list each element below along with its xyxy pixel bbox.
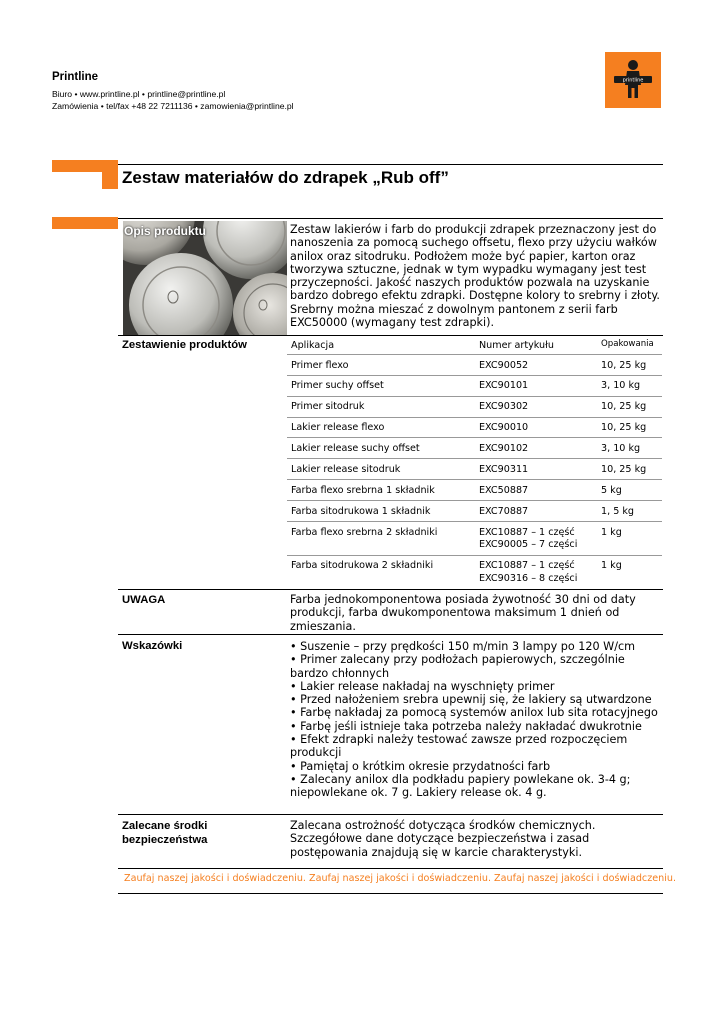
description-accent-bar [52, 217, 118, 229]
product-description: Zestaw lakierów i farb do produkcji zdrapek przeznaczony jest do nanoszenia za pomocą suchego offsetu, flexo przy użyciu wałków anilox oraz sitodruku. Podłożem może być papier, karton oraz tworzywa sztuczne, jednak w tym wypadku wymagany jest test przyczepności. Jakość naszych produktów pozwala na uzyskanie bardzo dobrego efektu zdrapki. Dostępne kolory to srebrny i złoty. Srebrny można mieszać z dowolnym pantonem z serii farb EXC50000 (wymagany test zdrapki). [290, 223, 660, 330]
title-accent-block [102, 160, 118, 189]
row-application: Lakier release suchy offset [291, 443, 420, 454]
footer-slogan: Zaufaj naszej jakości i doświadczeniu. Zaufaj naszej jakości i doświadczeniu. Zaufaj naszej jakości i doświadczeniu. [124, 873, 677, 884]
product-photo [123, 221, 287, 335]
logo-figure-icon [605, 52, 661, 108]
row-application: Lakier release sitodruk [291, 464, 401, 475]
table-row-divider [287, 458, 662, 459]
logo-text: printline [622, 77, 644, 84]
row-application: Lakier release flexo [291, 422, 385, 433]
safety-label-line2: bezpieczeństwa [122, 834, 208, 846]
row-packaging: 5 kg [601, 485, 622, 496]
warning-text: Farba jednokomponentowa posiada żywotność 30 dni od daty produkcji, farba dwukomponentowa maksimum 1 dnień od zmieszania. [290, 593, 636, 633]
table-row-divider [287, 375, 662, 376]
table-row-divider [287, 500, 662, 501]
row-article-number: EXC90102 [479, 443, 529, 454]
safety-top-rule [118, 814, 663, 815]
row-packaging: 10, 25 kg [601, 360, 647, 371]
tip-item: • Suszenie – przy prędkości 150 m/min 3 lampy po 120 W/cm [290, 640, 636, 653]
tip-item: • Zalecany anilox dla podkładu papiery powlekane ok. 3-4 g; niepowlekane ok. 7 g. Lakiery release ok. 4 g. [290, 772, 631, 800]
tip-item: • Farbę nakładaj za pomocą systemów anilox lub sita rotacyjnego [290, 706, 658, 720]
row-packaging: 10, 25 kg [601, 464, 647, 475]
tip-item: • Przed nałożeniem srebra upewnij się, że lakiery są utwardzone [290, 693, 652, 707]
page-title: Zestaw materiałów do zdrapek „Rub off” [122, 168, 449, 187]
column-header-packaging: Opakowania [601, 339, 654, 349]
contact-orders-line: Zamówienia • tel/fax +48 22 7211136 • zamowienia@printline.pl [52, 101, 294, 111]
row-packaging: 10, 25 kg [601, 422, 647, 433]
description-label: Opis produktu [124, 224, 206, 238]
warning-top-rule [118, 589, 663, 590]
row-article-number-secondary: EXC90316 – 8 części [479, 573, 578, 584]
row-application: Farba sitodrukowa 1 składnik [291, 506, 431, 517]
products-top-rule [118, 335, 663, 336]
row-application: Primer sitodruk [291, 401, 365, 412]
row-packaging: 3, 10 kg [601, 380, 641, 391]
row-application: Farba flexo srebrna 2 składniki [291, 527, 438, 538]
tips-list [290, 640, 662, 800]
tip-item: • Lakier release nakładaj na wyschnięty primer [290, 679, 555, 693]
title-top-rule [118, 164, 663, 165]
tip-item: • Farbę jeśli istnieje taka potrzeba należy nakładać dwukrotnie [290, 719, 642, 733]
column-header-article-number: Numer artykułu [479, 340, 554, 351]
company-name: Printline [52, 71, 99, 83]
table-row-divider [287, 396, 662, 397]
row-application: Primer suchy offset [291, 380, 384, 391]
warning-label: UWAGA [122, 594, 166, 606]
row-article-number: EXC90010 [479, 422, 529, 433]
row-article-number: EXC10887 – 1 część [479, 527, 575, 538]
row-application: Primer flexo [291, 360, 349, 371]
tip-item: • Primer zalecany przy podłożach papierowych, szczególnie bardzo chłonnych [290, 653, 625, 680]
tips-top-rule [118, 634, 663, 635]
table-row-divider [287, 521, 662, 522]
safety-label-line1: Zalecane środki [122, 820, 208, 832]
row-article-number: EXC10887 – 1 część [479, 560, 575, 571]
products-label: Zestawienie produktów [122, 339, 247, 351]
row-application: Farba flexo srebrna 1 składnik [291, 485, 435, 496]
row-packaging: 10, 25 kg [601, 401, 647, 412]
tips-label: Wskazówki [122, 640, 183, 652]
table-row-divider [287, 555, 662, 556]
printline-logo [605, 52, 661, 108]
description-top-rule [118, 218, 663, 219]
row-article-number: EXC50887 [479, 485, 529, 496]
table-row-divider [287, 437, 662, 438]
column-header-application: Aplikacja [291, 340, 335, 351]
row-article-number-secondary: EXC90005 – 7 części [479, 539, 578, 550]
paint-cans-image [123, 221, 287, 335]
row-article-number: EXC90311 [479, 464, 529, 475]
row-packaging: 1, 5 kg [601, 506, 635, 517]
contact-office-line: Biuro • www.printline.pl • printline@printline.pl [52, 89, 226, 99]
row-article-number: EXC70887 [479, 506, 529, 517]
table-row-divider [287, 417, 662, 418]
tip-item: • Efekt zdrapki należy testować zawsze przed rozpoczęciem produkcji [290, 733, 628, 760]
footer-bottom-rule [118, 893, 663, 894]
safety-label [122, 819, 207, 847]
table-row-divider [287, 479, 662, 480]
row-packaging: 1 kg [601, 527, 622, 538]
row-packaging: 3, 10 kg [601, 443, 641, 454]
safety-text: Zalecana ostrożność dotycząca środków chemicznych. Szczegółowe dane dotyczące bezpieczeństwa i zasad postępowania znajdują się w karcie charakterystyki. [290, 819, 596, 859]
row-article-number: EXC90302 [479, 401, 529, 412]
footer-top-rule [118, 868, 663, 869]
row-article-number: EXC90101 [479, 380, 529, 391]
row-article-number: EXC90052 [479, 360, 529, 371]
row-application: Farba sitodrukowa 2 składniki [291, 560, 434, 571]
row-packaging: 1 kg [601, 560, 622, 571]
tip-item: • Pamiętaj o krótkim okresie przydatności farb [290, 759, 551, 773]
table-row-divider [287, 354, 662, 355]
